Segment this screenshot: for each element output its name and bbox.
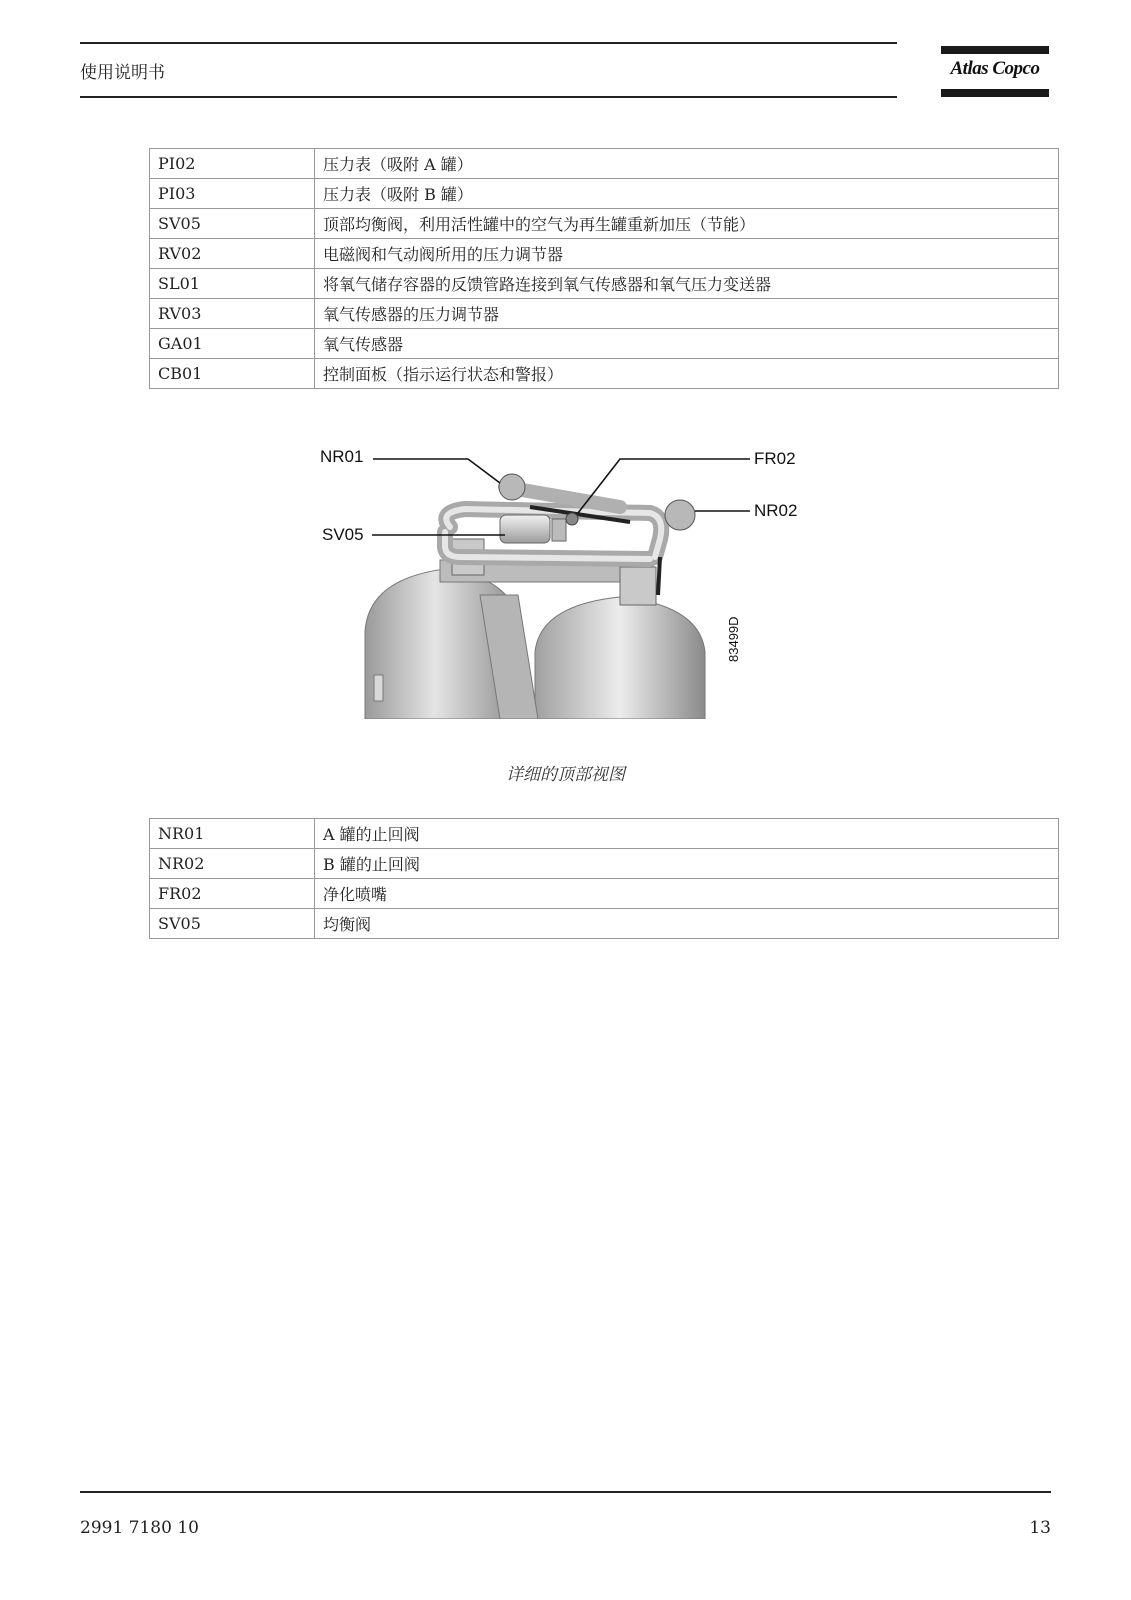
component-code: NR02 xyxy=(150,849,315,879)
component-table-2 xyxy=(149,818,1059,939)
top-view-drawing xyxy=(320,447,820,719)
document-title: 使用说明书 xyxy=(80,63,165,83)
logo-top-bar xyxy=(941,46,1049,54)
component-description: 氧气传感器 xyxy=(315,329,1059,359)
component-description: B 罐的止回阀 xyxy=(315,849,1059,879)
component-table-1 xyxy=(149,148,1059,389)
component-description: 压力表（吸附 A 罐） xyxy=(315,149,1059,179)
component-description: 均衡阀 xyxy=(315,909,1059,939)
component-code: PI03 xyxy=(150,179,315,209)
table-row xyxy=(150,209,1059,239)
vertical-hose xyxy=(658,557,660,595)
component-code: RV02 xyxy=(150,239,315,269)
label-fr02: FR02 xyxy=(754,449,796,468)
header-top-rule xyxy=(80,42,897,44)
sv05-valve-body xyxy=(500,515,550,543)
table-row xyxy=(150,179,1059,209)
atlas-copco-logo xyxy=(941,46,1049,100)
document-number: 2991 7180 10 xyxy=(80,1518,199,1538)
footer-rule xyxy=(80,1491,1051,1493)
table-row xyxy=(150,239,1059,269)
component-code: RV03 xyxy=(150,299,315,329)
header-bottom-rule xyxy=(80,96,897,98)
table-row xyxy=(150,359,1059,389)
component-description: 控制面板（指示运行状态和警报） xyxy=(315,359,1059,389)
table-row xyxy=(150,299,1059,329)
component-code: GA01 xyxy=(150,329,315,359)
neck-b xyxy=(620,567,656,605)
gauge-stub xyxy=(374,675,383,701)
fr02-nozzle xyxy=(566,513,578,525)
table-row xyxy=(150,879,1059,909)
component-description: 将氧气储存容器的反馈管路连接到氧气传感器和氧气压力变送器 xyxy=(315,269,1059,299)
component-description: 顶部均衡阀，利用活性罐中的空气为再生罐重新加压（节能） xyxy=(315,209,1059,239)
table-row xyxy=(150,149,1059,179)
table-row xyxy=(150,909,1059,939)
label-sv05: SV05 xyxy=(322,525,364,544)
table-row xyxy=(150,849,1059,879)
component-description: 压力表（吸附 B 罐） xyxy=(315,179,1059,209)
tank-b xyxy=(535,597,705,719)
nr02-valve xyxy=(665,500,695,530)
component-code: NR01 xyxy=(150,819,315,849)
component-description: 氧气传感器的压力调节器 xyxy=(315,299,1059,329)
label-nr02: NR02 xyxy=(754,501,798,520)
table-row xyxy=(150,329,1059,359)
component-code: SV05 xyxy=(150,909,315,939)
page-number: 13 xyxy=(1029,1518,1051,1538)
label-nr01: NR01 xyxy=(320,447,364,466)
figure-caption: 详细的顶部视图 xyxy=(506,765,625,785)
component-code: FR02 xyxy=(150,879,315,909)
component-code: SL01 xyxy=(150,269,315,299)
component-code: SV05 xyxy=(150,209,315,239)
table-row xyxy=(150,819,1059,849)
sv05-fitting xyxy=(552,519,566,541)
figure-image-id: 83499D xyxy=(726,616,741,662)
component-description: 电磁阀和气动阀所用的压力调节器 xyxy=(315,239,1059,269)
logo-bottom-bar xyxy=(941,89,1049,97)
component-description: 净化喷嘴 xyxy=(315,879,1059,909)
nr01-valve xyxy=(499,474,525,500)
component-code: CB01 xyxy=(150,359,315,389)
component-code: PI02 xyxy=(150,149,315,179)
logo-wordmark: Atlas Copco xyxy=(950,58,1040,79)
table-row xyxy=(150,269,1059,299)
top-view-illustration xyxy=(320,447,820,719)
component-description: A 罐的止回阀 xyxy=(315,819,1059,849)
nr01-leader xyxy=(373,459,500,483)
